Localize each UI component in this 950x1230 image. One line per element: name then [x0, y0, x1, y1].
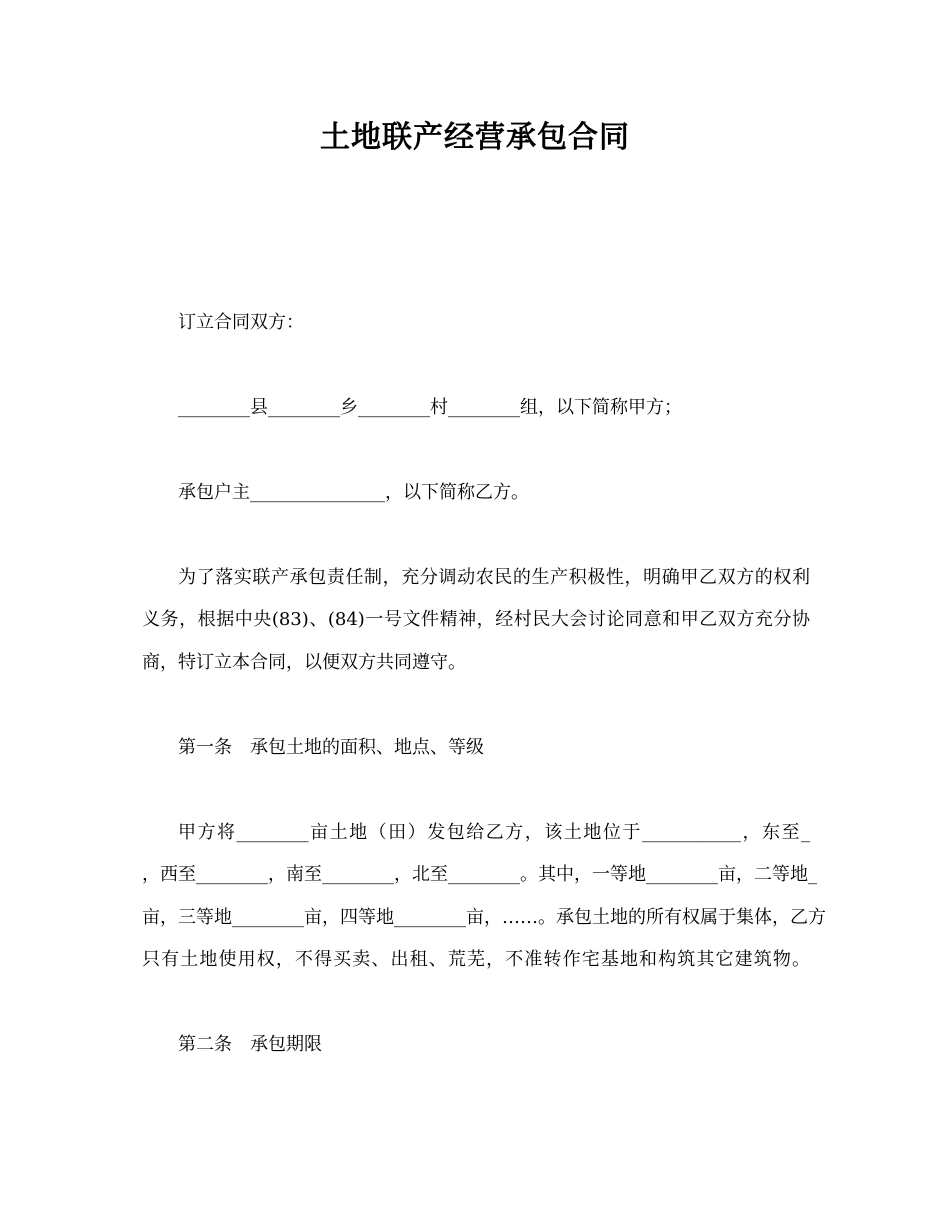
article-1-line: 只有土地使用权，不得买卖、出租、荒芜，不准转作宅基地和构筑其它建筑物。	[142, 949, 810, 970]
parties-intro: 订立合同双方：	[178, 312, 304, 333]
article-2-heading: 第二条 承包期限	[178, 1034, 322, 1055]
article-1-heading: 第一条 承包土地的面积、地点、等级	[178, 737, 484, 758]
article-1-line: ，西至________，南至________，北至________。其中，一等地________亩，二等地_	[142, 864, 817, 885]
preamble-line: 为了落实联产承包责任制，充分调动农民的生产积极性，明确甲乙双方的权利	[178, 567, 810, 588]
article-1-line: 甲方将________亩土地（田）发包给乙方，该土地位于___________，东至_	[178, 822, 810, 843]
article-1-line: 亩，三等地________亩，四等地________亩，……。承包土地的所有权属于集体，乙方	[142, 907, 826, 928]
party-a-line: ________县________乡________村________组，以下简称甲方；	[178, 397, 682, 418]
preamble-line: 商，特订立本合同，以便双方共同遵守。	[142, 652, 466, 673]
document-title: 土地联产经营承包合同	[320, 120, 630, 155]
preamble-line: 义务，根据中央(83)、(84)一号文件精神，经村民大会讨论同意和甲乙双方充分协	[142, 609, 810, 630]
party-b-line: 承包户主_______________，以下简称乙方。	[178, 482, 529, 503]
